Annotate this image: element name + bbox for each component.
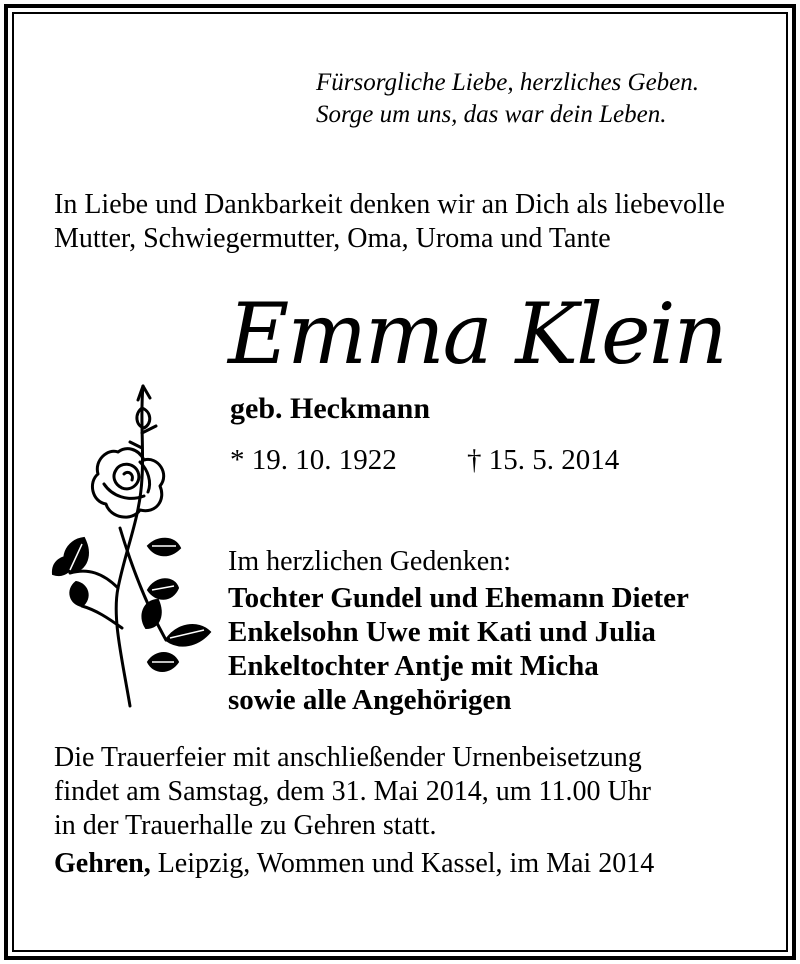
maiden-name: geb. Heckmann — [230, 392, 431, 425]
mourner-line: Enkelsohn Uwe mit Kati und Julia — [228, 616, 656, 648]
mourner-line: Tochter Gundel und Ehemann Dieter — [228, 582, 689, 614]
mourner-line: sowie alle Angehörigen — [228, 684, 512, 716]
mourner-line: Enkeltochter Antje mit Micha — [228, 650, 599, 682]
deceased-name: Emma Klein — [228, 285, 726, 383]
place-town: Gehren, — [54, 848, 151, 879]
death-date: † 15. 5. 2014 — [467, 444, 620, 476]
birth-date: * 19. 10. 1922 — [230, 444, 397, 476]
verse-line-2: Sorge um uns, das war dein Leben. — [316, 101, 667, 128]
intro-line-1: In Liebe und Dankbarkeit denken wir an Dich als liebevolle — [54, 189, 725, 220]
memory-label: Im herzlichen Gedenken: — [228, 546, 511, 577]
funeral-line: findet am Samstag, dem 31. Mai 2014, um 11.00 Uhr — [54, 776, 651, 807]
place-rest: Leipzig, Wommen und Kassel, im Mai 2014 — [150, 848, 655, 879]
place-date-line — [54, 850, 654, 878]
funeral-line: in der Trauerhalle zu Gehren statt. — [54, 810, 437, 841]
verse-line-1: Fürsorgliche Liebe, herzliches Geben. — [316, 69, 700, 96]
funeral-line: Die Trauerfeier mit anschließender Urnenbeisetzung — [54, 742, 642, 773]
intro-line-2: Mutter, Schwiegermutter, Oma, Uroma und Tante — [54, 223, 611, 254]
rose-icon — [48, 378, 218, 712]
